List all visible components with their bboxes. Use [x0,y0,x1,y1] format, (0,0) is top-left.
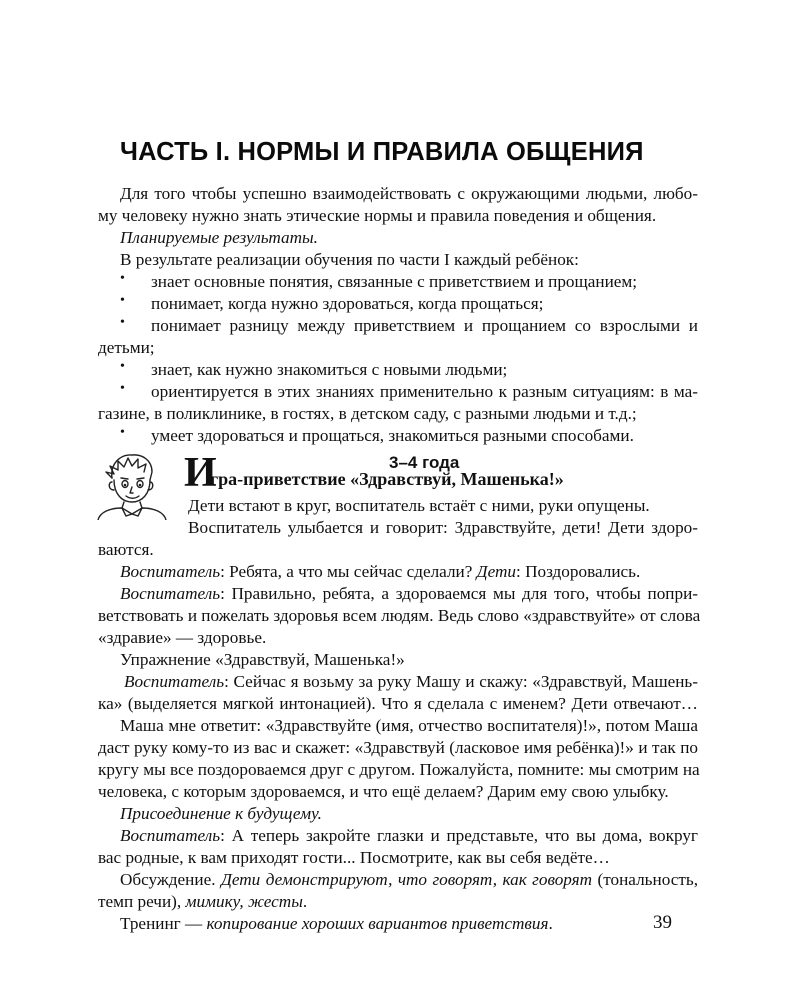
bullet-6: умеет здороваться и прощаться, знакомиться разными способами. [151,426,634,445]
body-line-11: Маша мне ответит: «Здравствуйте (имя, отчество воспитателя)!», потом Маша [120,716,698,735]
body-line-1: Дети встают в круг, воспитатель встаёт с ними, руки опущены. [188,496,650,515]
body-line-13: кругу мы все поздороваемся друг с другом. Пожалуйста, помните: мы смотрим на [98,760,700,779]
speaker-label: Воспитатель [120,584,221,603]
game-title: гра-приветствие «Здравствуй, Машенька!» [210,469,564,489]
body-line-7: «здравие» — здоровье. [98,628,267,647]
body-line-19: темп речи), мимику, жесты. [98,892,308,911]
bullet-icon: • [120,425,125,440]
section-subtitle: Присоединение к будущему. [120,804,322,823]
game-title-dropcap: И [184,450,217,496]
bullet-icon: • [120,271,125,286]
bullet-icon: • [120,293,125,308]
body-line-6: ветствовать и пожелать здоровья всем людям. Ведь слово «здравствуйте» от слова [98,606,701,625]
bullet-5b: газине, в поликлинике, в гостях, в детском саду, с разными людьми и т.д.; [98,404,637,423]
body-line-9: Воспитатель: Сейчас я возьму за руку Машу и скажу: «Здравствуй, Машень- [124,672,698,691]
bullet-icon: • [120,381,125,396]
bullet-2: понимает, когда нужно здороваться, когда прощаться; [151,294,544,313]
chapter-heading: ЧАСТЬ I. НОРМЫ И ПРАВИЛА ОБЩЕНИЯ [120,138,644,166]
speaker-label: Дети [476,562,516,581]
bullet-3a: понимает разницу между приветствием и прощанием со взрослыми и [151,316,698,335]
speaker-label: Воспитатель [120,826,221,845]
intro-line-1: Для того чтобы успешно взаимодействовать с окружающими людьми, любо- [120,184,698,203]
body-line-4: Воспитатель: Ребята, а что мы сейчас сделали? Дети: Поздоровались. [120,562,641,581]
planned-results: Планируемые результаты. [120,228,318,247]
bullet-1: знает основные понятия, связанные с приветствием и прощанием; [151,272,638,291]
speaker-label: Воспитатель [120,562,221,581]
bullet-icon: • [120,359,125,374]
body-line-3: ваются. [98,540,154,559]
page-number: 39 [653,912,672,933]
bullet-5a: ориентируется в этих знаниях применительно к разным ситуациям: в ма- [151,382,698,401]
body-line-12: даст руку кому-то из вас и скажет: «Здравствуй (ласковое имя ребёнка)!» и так по [98,738,698,757]
body-line-17: вас родные, к вам приходят гости... Посмотрите, как вы себя ведёте… [98,848,610,867]
body-line-20: Тренинг — копирование хороших вариантов приветствия. [120,914,553,933]
boy-illustration [92,450,174,520]
body-line-16: Воспитатель: А теперь закройте глазки и представьте, что вы дома, вокруг [120,826,698,845]
body-line-18: Обсуждение. Дети демонстрируют, что говорят, как говорят (тональность, [120,870,698,889]
intro-line-2: му человеку нужно знать этические нормы и правила поведения и общения. [98,206,657,225]
body-line-14: человека, с которым здороваемся, и что ещё делаем? Дарим ему свою улыбку. [98,782,669,801]
speaker-label: Воспитатель [124,672,225,691]
bullet-icon: • [120,315,125,330]
body-line-2: Воспитатель улыбается и говорит: Здравствуйте, дети! Дети здоро- [188,518,698,537]
body-line-5: Воспитатель: Правильно, ребята, а здороваемся мы для того, чтобы попри- [120,584,698,603]
exercise-title: Упражнение «Здравствуй, Машенька!» [120,650,405,669]
body-line-10: ка» (выделяется мягкой интонацией). Что я сделала с именем? Дети отвечают… [98,694,698,713]
intro-lead: В результате реализации обучения по части I каждый ребёнок: [120,250,579,269]
bullet-4: знает, как нужно знакомиться с новыми людьми; [151,360,508,379]
bullet-3b: детьми; [98,338,155,357]
age-label: 3–4 года [389,453,460,472]
